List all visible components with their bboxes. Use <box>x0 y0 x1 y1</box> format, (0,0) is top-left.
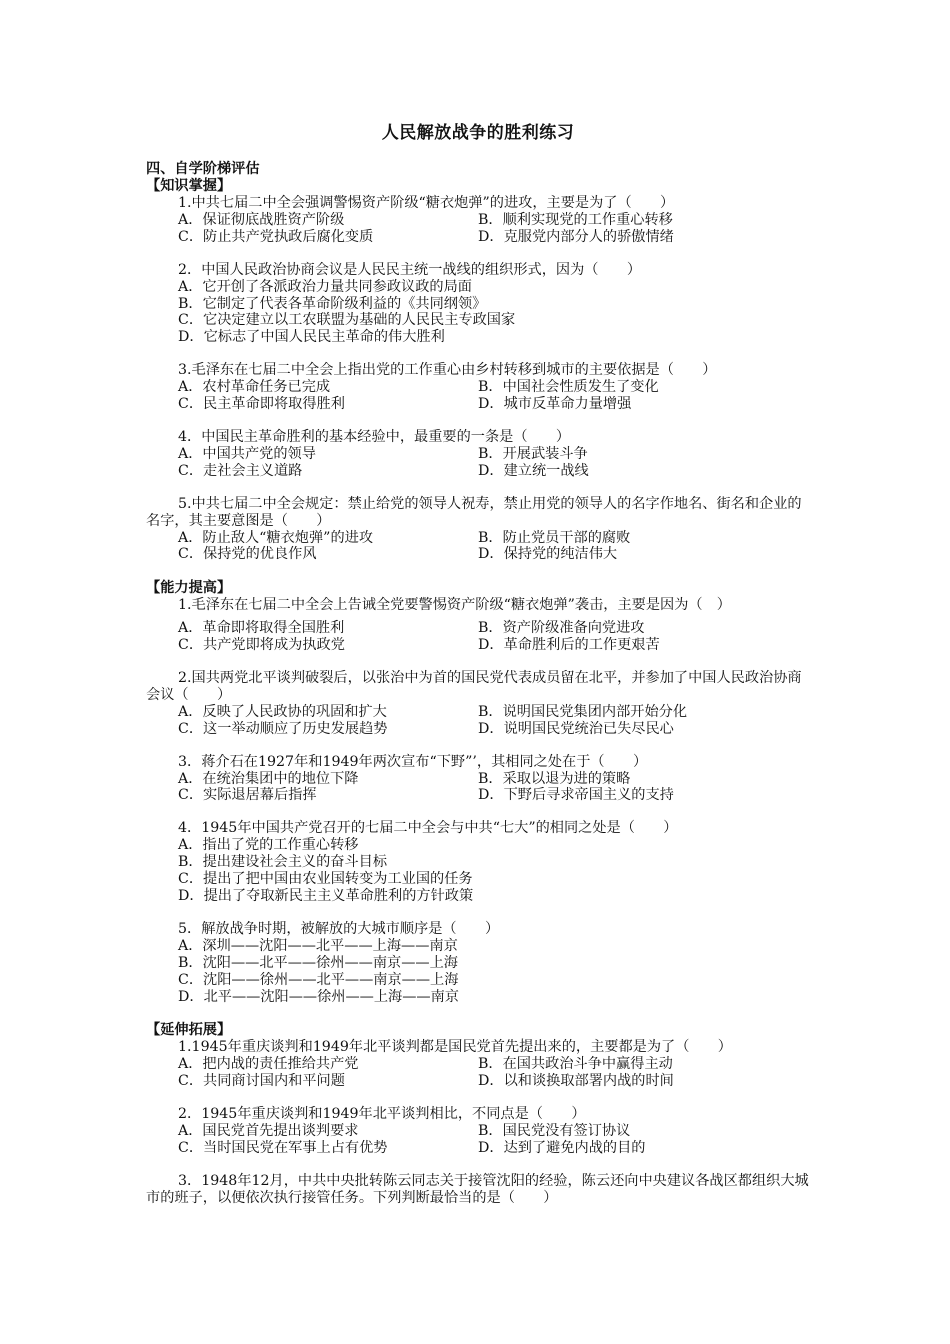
question <box>146 262 810 347</box>
option-a[interactable]: A．农村革命任务已完成 <box>178 379 331 396</box>
option-a[interactable]: A．国民党首先提出谈判要求 <box>178 1123 359 1140</box>
question-stem: 3．蒋介石在1927年和1949年两次宣布“下野”’，其相同之处在于（ ） <box>178 753 648 770</box>
option-c[interactable]: C．实际退居幕后指挥 <box>178 787 317 804</box>
options <box>178 279 810 347</box>
question <box>146 1106 810 1157</box>
question <box>146 820 810 905</box>
options <box>178 1056 810 1090</box>
question-stem: 4．1945年中国共产党召开的七届二中全会与中共“七大”的相同之处是（ ） <box>178 820 678 837</box>
option-d[interactable]: D．城市反革命力量增强 <box>478 396 632 413</box>
options <box>178 620 810 654</box>
question-stem: 5．解放战争时期，被解放的大城市顺序是（ ） <box>178 920 500 937</box>
option-c[interactable]: C．这一举动顺应了历史发展趋势 <box>178 720 388 737</box>
option-c[interactable]: C．当时国民党在军事上占有优势 <box>178 1139 388 1156</box>
option-c[interactable]: C．防止共产党执政后腐化变质 <box>178 228 374 245</box>
options <box>178 938 810 1006</box>
option-b[interactable]: B．中国社会性质发生了变化 <box>478 379 659 396</box>
option-a[interactable]: A．把内战的责任推给共产党 <box>178 1056 359 1073</box>
option-c[interactable]: C．共产党即将成为执政党 <box>178 637 345 654</box>
question-stem: 5.中共七届二中全会规定：禁止给党的领导人祝寿，禁止用党的领导人的名字作地名、街名和企业的名字，其主要意图是（ ） <box>146 495 802 529</box>
option-d[interactable]: D．克服党内部分人的骄傲情绪 <box>478 228 674 245</box>
option-c[interactable]: C．共同商讨国内和平问题 <box>178 1073 345 1090</box>
option-b[interactable]: B．开展武装斗争 <box>478 445 588 462</box>
question <box>146 754 810 805</box>
question-stem: 1.毛泽东在七届二中全会上告诫全党要警惕资产阶级“糖衣炮弹”袭击，主要是因为（ ） <box>178 597 731 614</box>
option-d[interactable]: D．北平——沈阳——徐州——上海——南京 <box>178 988 459 1005</box>
option-c[interactable]: C．它决定建立以工农联盟为基础的人民民主专政国家 <box>178 312 516 329</box>
section-knowledge <box>146 178 810 563</box>
section-heading: 【能力提高】 <box>146 580 232 597</box>
question <box>146 670 810 738</box>
options <box>178 530 810 564</box>
option-a[interactable]: A．它开创了各派政治力量共同参政议政的局面 <box>178 278 472 295</box>
question-stem: 4．中国民主革命胜利的基本经验中，最重要的一条是（ ） <box>178 428 571 445</box>
options <box>178 1123 810 1157</box>
option-a[interactable]: A．保证彻底战胜资产阶级 <box>178 211 345 228</box>
option-b[interactable]: B．国民党没有签订协议 <box>478 1123 631 1140</box>
section-extension <box>146 1022 810 1206</box>
section-heading: 【延伸拓展】 <box>146 1022 232 1039</box>
option-d[interactable]: D．保持党的纯洁伟大 <box>478 546 618 563</box>
options <box>178 446 810 480</box>
option-b[interactable]: B．沈阳——北平——徐州——南京——上海 <box>178 954 458 971</box>
options <box>178 212 810 246</box>
option-c[interactable]: C．提出了把中国由农业国转变为工业国的任务 <box>178 871 473 888</box>
option-a[interactable]: A．中国共产党的领导 <box>178 445 316 462</box>
option-d[interactable]: D．下野后寻求帝国主义的支持 <box>478 787 674 804</box>
question <box>146 496 810 564</box>
options <box>178 704 810 738</box>
option-b[interactable]: B．资产阶级准备向党进攻 <box>478 620 645 637</box>
question-stem: 3.毛泽东在七届二中全会上指出党的工作重心由乡村转移到城市的主要依据是（ ） <box>178 362 717 379</box>
question-stem: 2.国共两党北平谈判破裂后，以张治中为首的国民党代表成员留在北平，并参加了中国人民政治协商会议（ ） <box>146 670 802 703</box>
option-d[interactable]: D．以和谈换取部署内战的时间 <box>478 1073 674 1090</box>
options <box>178 771 810 805</box>
option-b[interactable]: B．提出建设社会主义的奋斗目标 <box>178 854 388 871</box>
option-d[interactable]: D．达到了避免内战的目的 <box>478 1139 646 1156</box>
option-a[interactable]: A．防止敌人“糖衣炮弹”的进攻 <box>178 529 374 546</box>
section-heading: 【知识掌握】 <box>146 178 232 194</box>
option-b[interactable]: B．说明国民党集团内部开始分化 <box>478 703 688 720</box>
question <box>146 1039 810 1090</box>
option-d[interactable]: D．建立统一战线 <box>478 462 589 479</box>
question <box>146 429 810 480</box>
question-stem: 2．中国人民政治协商会议是人民民主统一战线的组织形式，因为（ ） <box>178 261 642 278</box>
question-stem: 1.中共七届二中全会强调警惕资产阶级“糖衣炮弹”的进攻，主要是为了（ ） <box>178 195 675 211</box>
option-c[interactable]: C．保持党的优良作风 <box>178 546 317 563</box>
question-stem: 1.1945年重庆谈判和1949年北平谈判都是国民党首先提出来的，主要都是为了（ ） <box>178 1039 732 1056</box>
option-a[interactable]: A．在统治集团中的地位下降 <box>178 770 359 787</box>
question-stem: 3．1948年12月，中共中央批转陈云同志关于接管沈阳的经验，陈云还向中央建议各战区都组织大城市的班子，以便依次执行接管任务。下列判断最恰当的是（ ） <box>146 1172 809 1206</box>
option-a[interactable]: A．指出了党的工作重心转移 <box>178 837 359 854</box>
question <box>146 195 810 246</box>
option-c[interactable]: C．走社会主义道路 <box>178 462 303 479</box>
options <box>178 837 810 905</box>
option-a[interactable]: A．革命即将取得全国胜利 <box>178 620 345 637</box>
option-a[interactable]: A．反映了人民政协的巩固和扩大 <box>178 703 387 720</box>
question <box>146 597 810 654</box>
option-b[interactable]: B．在国共政治斗争中赢得主动 <box>478 1056 673 1073</box>
option-b[interactable]: B．顺利实现党的工作重心转移 <box>478 211 673 228</box>
question-stem: 2．1945年重庆谈判和1949年北平谈判相比，不同点是（ ） <box>178 1106 586 1123</box>
section-ability <box>146 580 810 1005</box>
options <box>178 379 810 413</box>
worksheet-page <box>146 118 810 1207</box>
option-d[interactable]: D．它标志了中国人民民主革命的伟大胜利 <box>178 329 445 346</box>
option-b[interactable]: B．防止党员干部的腐败 <box>478 529 631 546</box>
option-b[interactable]: B．它制定了代表各革命阶级利益的《共同纲领》 <box>178 295 487 312</box>
option-c[interactable]: C．沈阳——徐州——北平——南京——上海 <box>178 971 459 988</box>
option-b[interactable]: B．采取以退为进的策略 <box>478 770 631 787</box>
question <box>146 362 810 413</box>
question <box>146 921 810 1006</box>
option-c[interactable]: C．民主革命即将取得胜利 <box>178 396 345 413</box>
question <box>146 1173 810 1207</box>
page-title: 人民解放战争的胜利练习 <box>381 123 575 143</box>
option-a[interactable]: A．深圳——沈阳——北平——上海——南京 <box>178 937 458 954</box>
option-d[interactable]: D．说明国民党统治已失尽民心 <box>478 720 674 737</box>
part-heading: 四、自学阶梯评估 <box>146 161 260 177</box>
option-d[interactable]: D．提出了夺取新民主主义革命胜利的方针政策 <box>178 888 474 904</box>
option-d[interactable]: D．革命胜利后的工作更艰苦 <box>478 637 660 654</box>
